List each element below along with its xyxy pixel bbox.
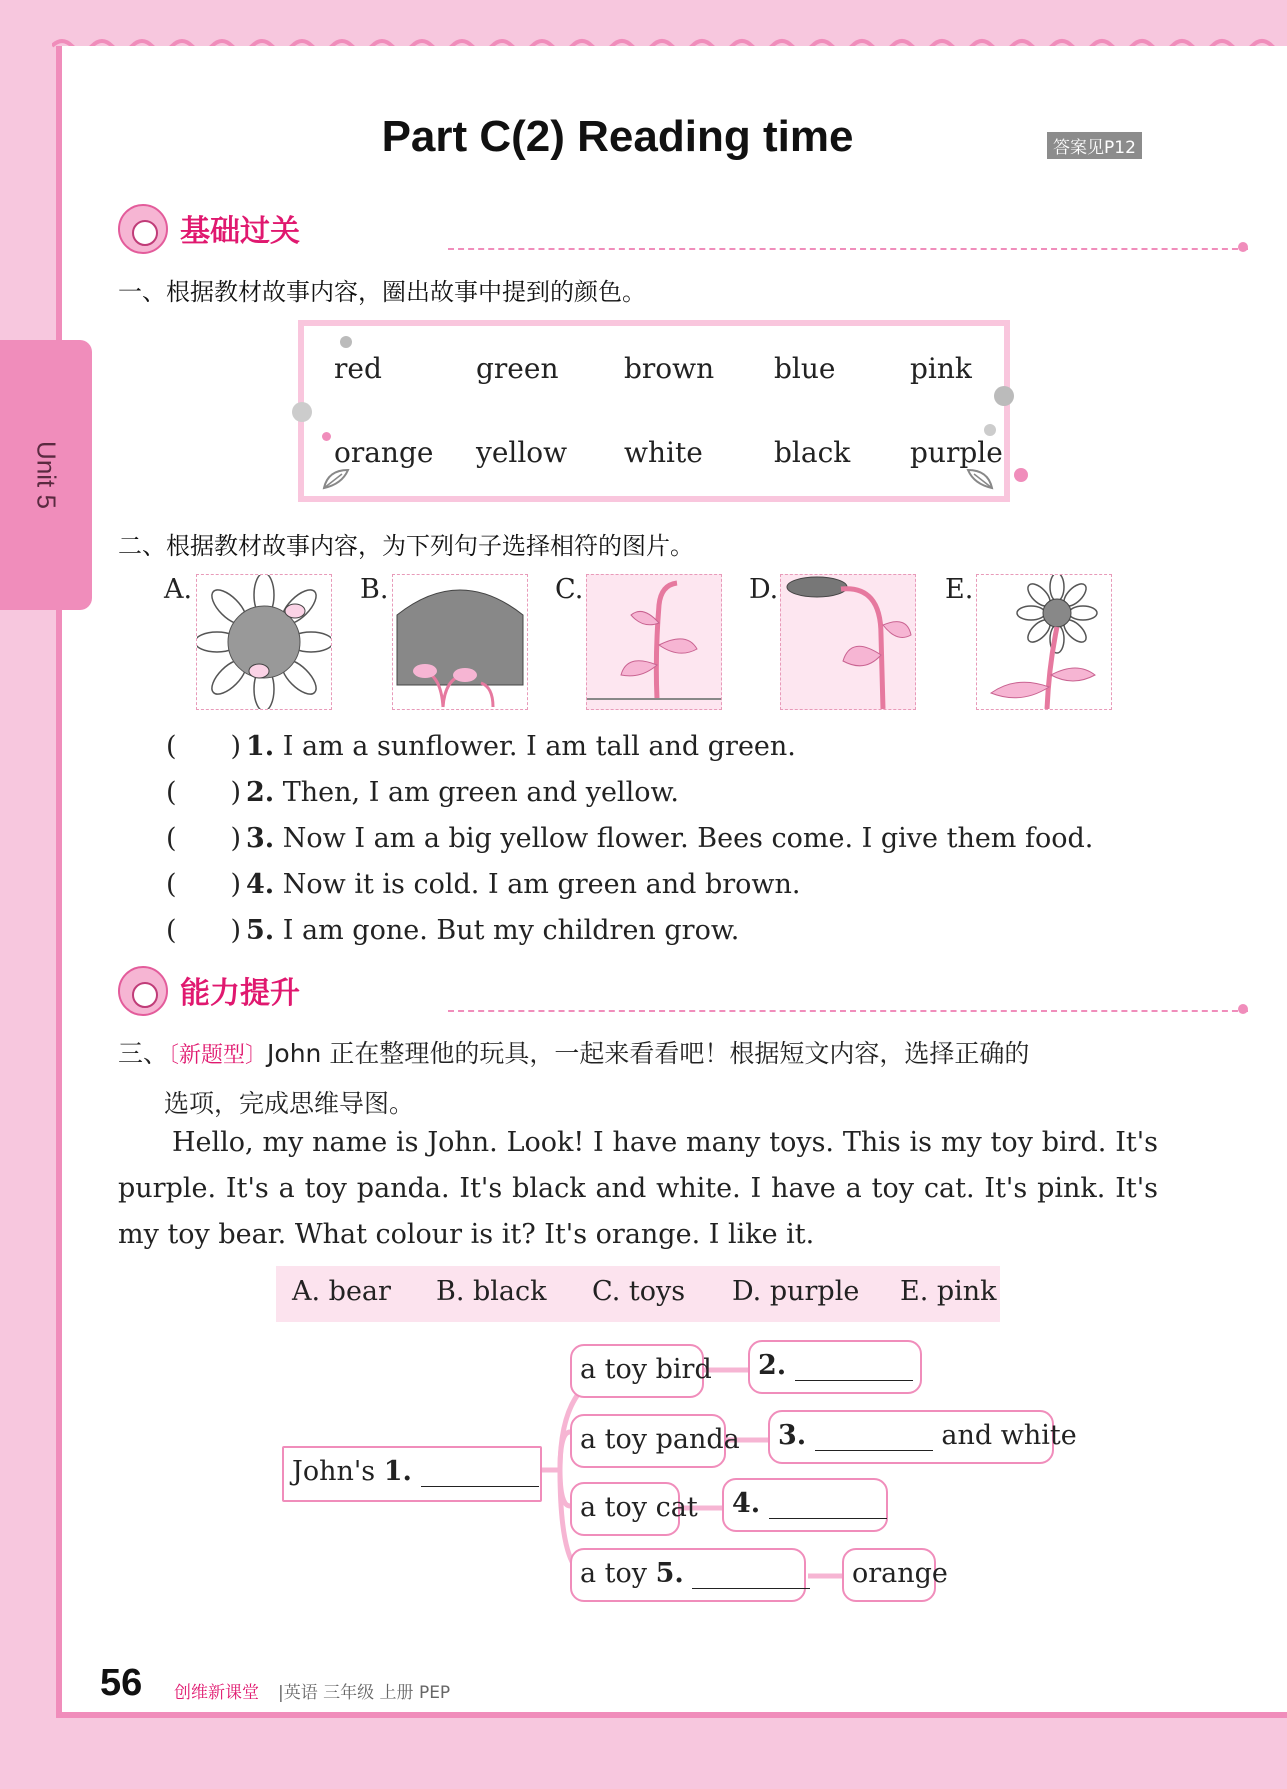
sentence-number: 4. [246,869,275,900]
sunflower-with-bees-icon [196,574,332,710]
unit-tab [0,340,92,610]
sunflower-head-with-seedlings-icon [392,574,528,710]
color-word[interactable]: red [334,352,382,385]
section-basic-label: 基础过关 [180,214,300,249]
color-word[interactable]: orange [334,436,434,469]
mindmap-branch [570,1414,740,1468]
section-advanced-label: 能力提升 [180,976,300,1011]
answer-blank[interactable] [815,1420,933,1451]
answer-paren[interactable]: ( ) [166,731,242,762]
answer-paren[interactable]: ( ) [166,915,242,946]
section-basic-heading [118,200,1158,256]
sentence-item [166,816,1093,855]
drooping-sunflower-icon [780,574,916,710]
sentence-item [166,862,800,901]
answer-paren[interactable]: ( ) [166,777,242,808]
option-item[interactable]: E. pink [900,1276,997,1307]
reading-passage [118,1120,1158,1258]
sprout-icon [586,574,722,710]
footer-brand: 创维新课堂 [174,1683,259,1703]
unit-tab-label: Unit 5 [31,441,62,509]
sentence-item [166,770,679,809]
option-item[interactable]: A. bear [292,1276,391,1307]
dot-icon [322,432,331,441]
blank-number: 3. [778,1420,807,1451]
color-word[interactable]: green [476,352,559,385]
answer-paren[interactable]: ( ) [166,869,242,900]
section-advanced-heading [118,962,1158,1018]
picture-label: C. [555,574,584,605]
blank-number: 5. [655,1558,684,1589]
color-word[interactable]: white [624,436,703,469]
answer-reference: 答案见P12 [1047,132,1142,159]
question-3-text: John 正在整理他的玩具，一起来看看吧！根据短文内容，选择正确的 [267,1039,1030,1068]
page-title: Part C(2) Reading time [381,112,854,161]
dot-icon [994,386,1014,406]
mindmap-root [282,1446,542,1502]
mindmap-branch [570,1482,698,1536]
color-word-box [298,320,1010,502]
sentence-item [166,724,796,763]
dots-icon [1238,242,1248,252]
color-word[interactable]: yellow [476,436,568,469]
blank-number: 2. [758,1350,787,1381]
picture-label: B. [360,574,389,605]
question-3-prefix: 三、 [118,1039,169,1068]
branch-color: orange [852,1558,948,1589]
answer-suffix: and white [932,1420,1077,1451]
question-3 [118,1030,1168,1128]
dot-icon [340,336,352,348]
sentence-number: 2. [246,777,275,808]
blank-number: 4. [732,1488,761,1519]
branch-item: a toy bird [580,1354,712,1385]
dots-icon [1238,1004,1248,1014]
answer-blank[interactable] [692,1558,810,1589]
leaf-icon [964,466,994,490]
passage-text: Hello, my name is John. Look! I have many toys. This is my toy bird. It's purple. It's a toy panda. It's black and white. I have a toy cat. It's pink. It's my toy bear. What colour is it? It's orange. I like it. [118,1127,1158,1250]
sentence-text: I am a sunflower. I am tall and green. [274,731,796,762]
sentence-number: 3. [246,823,275,854]
page-number: 56 [100,1662,143,1704]
color-word[interactable]: blue [774,352,836,385]
sentence-text: I am gone. But my children grow. [274,915,740,946]
sentence-number: 5. [246,915,275,946]
sentence-item [166,908,739,947]
root-prefix: John's [292,1456,384,1487]
mindmap-answer [748,1340,922,1394]
mindmap-answer [722,1478,888,1532]
dashed-divider [448,1010,1248,1012]
sentence-text: Then, I am green and yellow. [274,777,679,808]
branch-item: a toy panda [580,1424,740,1455]
answer-options [276,1266,1000,1322]
dashed-divider [448,248,1248,250]
branch-item-prefix: a toy [580,1558,656,1589]
question-3-text-2: 选项，完成思维导图。 [164,1089,415,1118]
root-number: 1. [383,1456,412,1487]
color-word[interactable]: pink [910,352,972,385]
dot-icon [984,424,996,436]
question-2: 二、根据教材故事内容，为下列句子选择相符的图片。 [118,532,694,560]
mascot-icon [118,204,168,254]
sentence-text: Now it is cold. I am green and brown. [274,869,801,900]
mascot-icon [118,966,168,1016]
mindmap-branch [570,1548,806,1602]
answer-blank[interactable] [421,1456,539,1487]
question-1: 一、根据教材故事内容，圈出故事中提到的颜色。 [118,278,646,306]
mindmap-branch [570,1344,712,1398]
picture-label: A. [164,574,193,605]
young-sunflower-icon [976,574,1112,710]
dot-icon [1014,468,1028,482]
branch-item: a toy cat [580,1492,698,1523]
color-word[interactable]: black [774,436,851,469]
leaf-icon [322,466,352,490]
option-item[interactable]: C. toys [592,1276,686,1307]
sentence-text: Now I am a big yellow flower. Bees come. I give them food. [274,823,1094,854]
sentence-number: 1. [246,731,275,762]
new-type-tag: 〔新题型〕 [168,1043,268,1068]
color-word[interactable]: brown [624,352,715,385]
dot-icon [292,402,312,422]
mindmap-color [842,1548,948,1602]
picture-label: E. [945,574,974,605]
option-item[interactable]: B. black [436,1276,547,1307]
answer-blank[interactable] [769,1488,887,1519]
color-word[interactable]: purple [910,436,1003,469]
footer-info: |英语 三年级 上册 PEP [278,1683,451,1703]
answer-blank[interactable] [795,1350,913,1381]
mindmap-answer [768,1410,1077,1464]
picture-label: D. [749,574,779,605]
answer-paren[interactable]: ( ) [166,823,242,854]
option-item[interactable]: D. purple [732,1276,860,1307]
